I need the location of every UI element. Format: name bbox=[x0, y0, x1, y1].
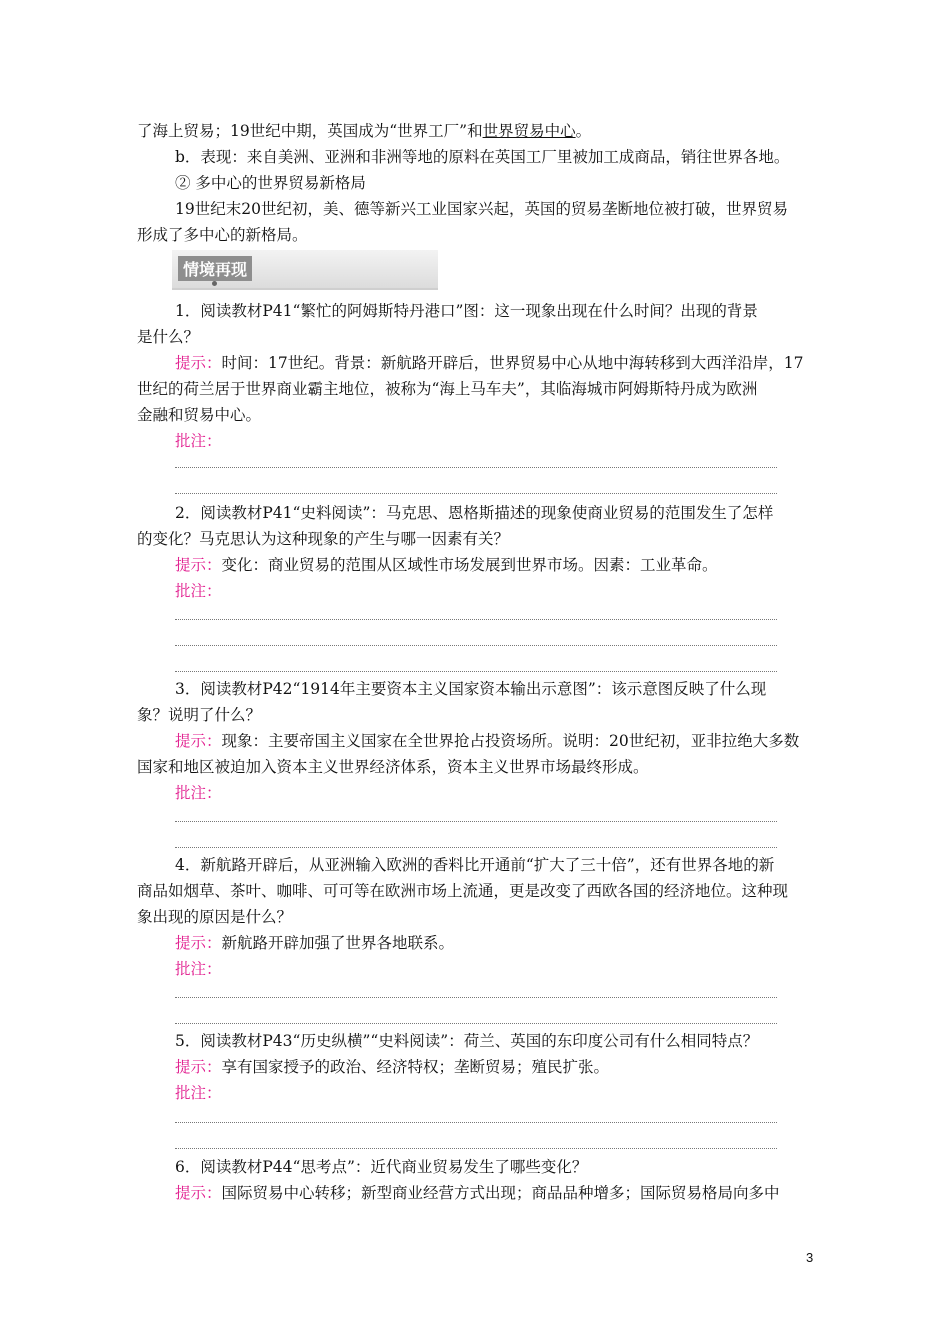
q4-answer-line-1: 提示：新航路开辟加强了世界各地联系。 bbox=[175, 934, 455, 952]
q4-note-rule-1[interactable] bbox=[175, 997, 777, 998]
q1-note-rule-2[interactable] bbox=[175, 493, 777, 494]
q5-answer-line-1: 提示：享有国家授予的政治、经济特权；垄断贸易；殖民扩张。 bbox=[175, 1058, 610, 1076]
q6-answer-line-1: 提示：国际贸易中心转移；新型商业经营方式出现；商品品种增多；国际贸易格局向多中 bbox=[175, 1184, 780, 1202]
q2-note-rule-1[interactable] bbox=[175, 619, 777, 620]
underlined-term: 世界贸易中心 bbox=[482, 122, 576, 140]
q5-note-rule-2[interactable] bbox=[175, 1148, 777, 1149]
q2-note-label: 批注： bbox=[175, 582, 222, 600]
q1-question-line-2: 是什么？ bbox=[137, 328, 200, 346]
q6-question-line-1: 6．阅读教材P44“思考点”：近代商业贸易发生了哪些变化？ bbox=[175, 1158, 588, 1176]
top-line-4: 19世纪末20世纪初，美、德等新兴工业国家兴起，英国的贸易垄断地位被打破，世界贸易 bbox=[175, 200, 788, 218]
section-title: 情境再现 bbox=[178, 256, 252, 281]
q2-note-rule-3[interactable] bbox=[175, 671, 777, 672]
top-line-5: 形成了多中心的新格局。 bbox=[137, 226, 308, 244]
q4-question-line-3: 象出现的原因是什么？ bbox=[137, 908, 293, 926]
q3-answer-line-2: 国家和地区被迫加入资本主义世界经济体系，资本主义世界市场最终形成。 bbox=[137, 758, 649, 776]
top-line-3: ② 多中心的世界贸易新格局 bbox=[175, 174, 366, 192]
hint-label: 提示： bbox=[175, 732, 222, 750]
hint-label: 提示： bbox=[175, 934, 222, 952]
q4-note-rule-2[interactable] bbox=[175, 1023, 777, 1024]
q3-note-label: 批注： bbox=[175, 784, 222, 802]
hint-label: 提示： bbox=[175, 354, 222, 372]
hint-label: 提示： bbox=[175, 1058, 222, 1076]
q1-answer-line-2: 世纪的荷兰居于世界商业霸主地位，被称为“海上马车夫”，其临海城市阿姆斯特丹成为欧洲 bbox=[137, 380, 758, 398]
q2-question-line-1: 2．阅读教材P41“史料阅读”：马克思、恩格斯描述的现象使商业贸易的范围发生了怎样 bbox=[175, 504, 774, 522]
q5-question-line-1: 5．阅读教材P43“历史纵横”“史料阅读”：荷兰、英国的东印度公司有什么相同特点？ bbox=[175, 1032, 759, 1050]
q5-note-label: 批注： bbox=[175, 1084, 222, 1102]
hint-label: 提示： bbox=[175, 556, 222, 574]
top-line-1: 了海上贸易；19世纪中期，英国成为“世界工厂”和世界贸易中心。 bbox=[137, 122, 592, 140]
q1-answer-line-3: 金融和贸易中心。 bbox=[137, 406, 262, 424]
top-line-2: b．表现：来自美洲、亚洲和非洲等地的原料在英国工厂里被加工成商品，销往世界各地。 bbox=[175, 148, 790, 166]
q5-note-rule-1[interactable] bbox=[175, 1122, 777, 1123]
q1-note-label: 批注： bbox=[175, 432, 222, 450]
q3-question-line-2: 象？说明了什么？ bbox=[137, 706, 262, 724]
q2-note-rule-2[interactable] bbox=[175, 645, 777, 646]
q4-question-line-2: 商品如烟草、茶叶、咖啡、可可等在欧洲市场上流通，更是改变了西欧各国的经济地位。这种现 bbox=[137, 882, 789, 900]
q3-note-rule-1[interactable] bbox=[175, 821, 777, 822]
q2-answer-line-1: 提示：变化：商业贸易的范围从区域性市场发展到世界市场。因素：工业革命。 bbox=[175, 556, 718, 574]
q2-question-line-2: 的变化？马克思认为这种现象的产生与哪一因素有关？ bbox=[137, 530, 510, 548]
q4-note-label: 批注： bbox=[175, 960, 222, 978]
q4-question-line-1: 4．新航路开辟后，从亚洲输入欧洲的香料比开通前“扩大了三十倍”，还有世界各地的新 bbox=[175, 856, 775, 874]
q1-answer-line-1: 提示：时间：17世纪。背景：新航路开辟后，世界贸易中心从地中海转移到大西洋沿岸，17 bbox=[175, 354, 804, 372]
hint-label: 提示： bbox=[175, 1184, 222, 1202]
q1-question-line-1: 1．阅读教材P41“繁忙的阿姆斯特丹港口”图：这一现象出现在什么时间？出现的背景 bbox=[175, 302, 758, 320]
q3-note-rule-2[interactable] bbox=[175, 847, 777, 848]
banner-dot-icon bbox=[212, 281, 217, 286]
q3-answer-line-1: 提示：现象：主要帝国主义国家在全世界抢占投资场所。说明：20世纪初，亚非拉绝大多数 bbox=[175, 732, 800, 750]
page-number: 3 bbox=[806, 1250, 814, 1265]
q1-note-rule-1[interactable] bbox=[175, 467, 777, 468]
q3-question-line-1: 3．阅读教材P42“1914年主要资本主义国家资本输出示意图”：该示意图反映了什么现 bbox=[175, 680, 767, 698]
section-banner bbox=[172, 250, 438, 290]
